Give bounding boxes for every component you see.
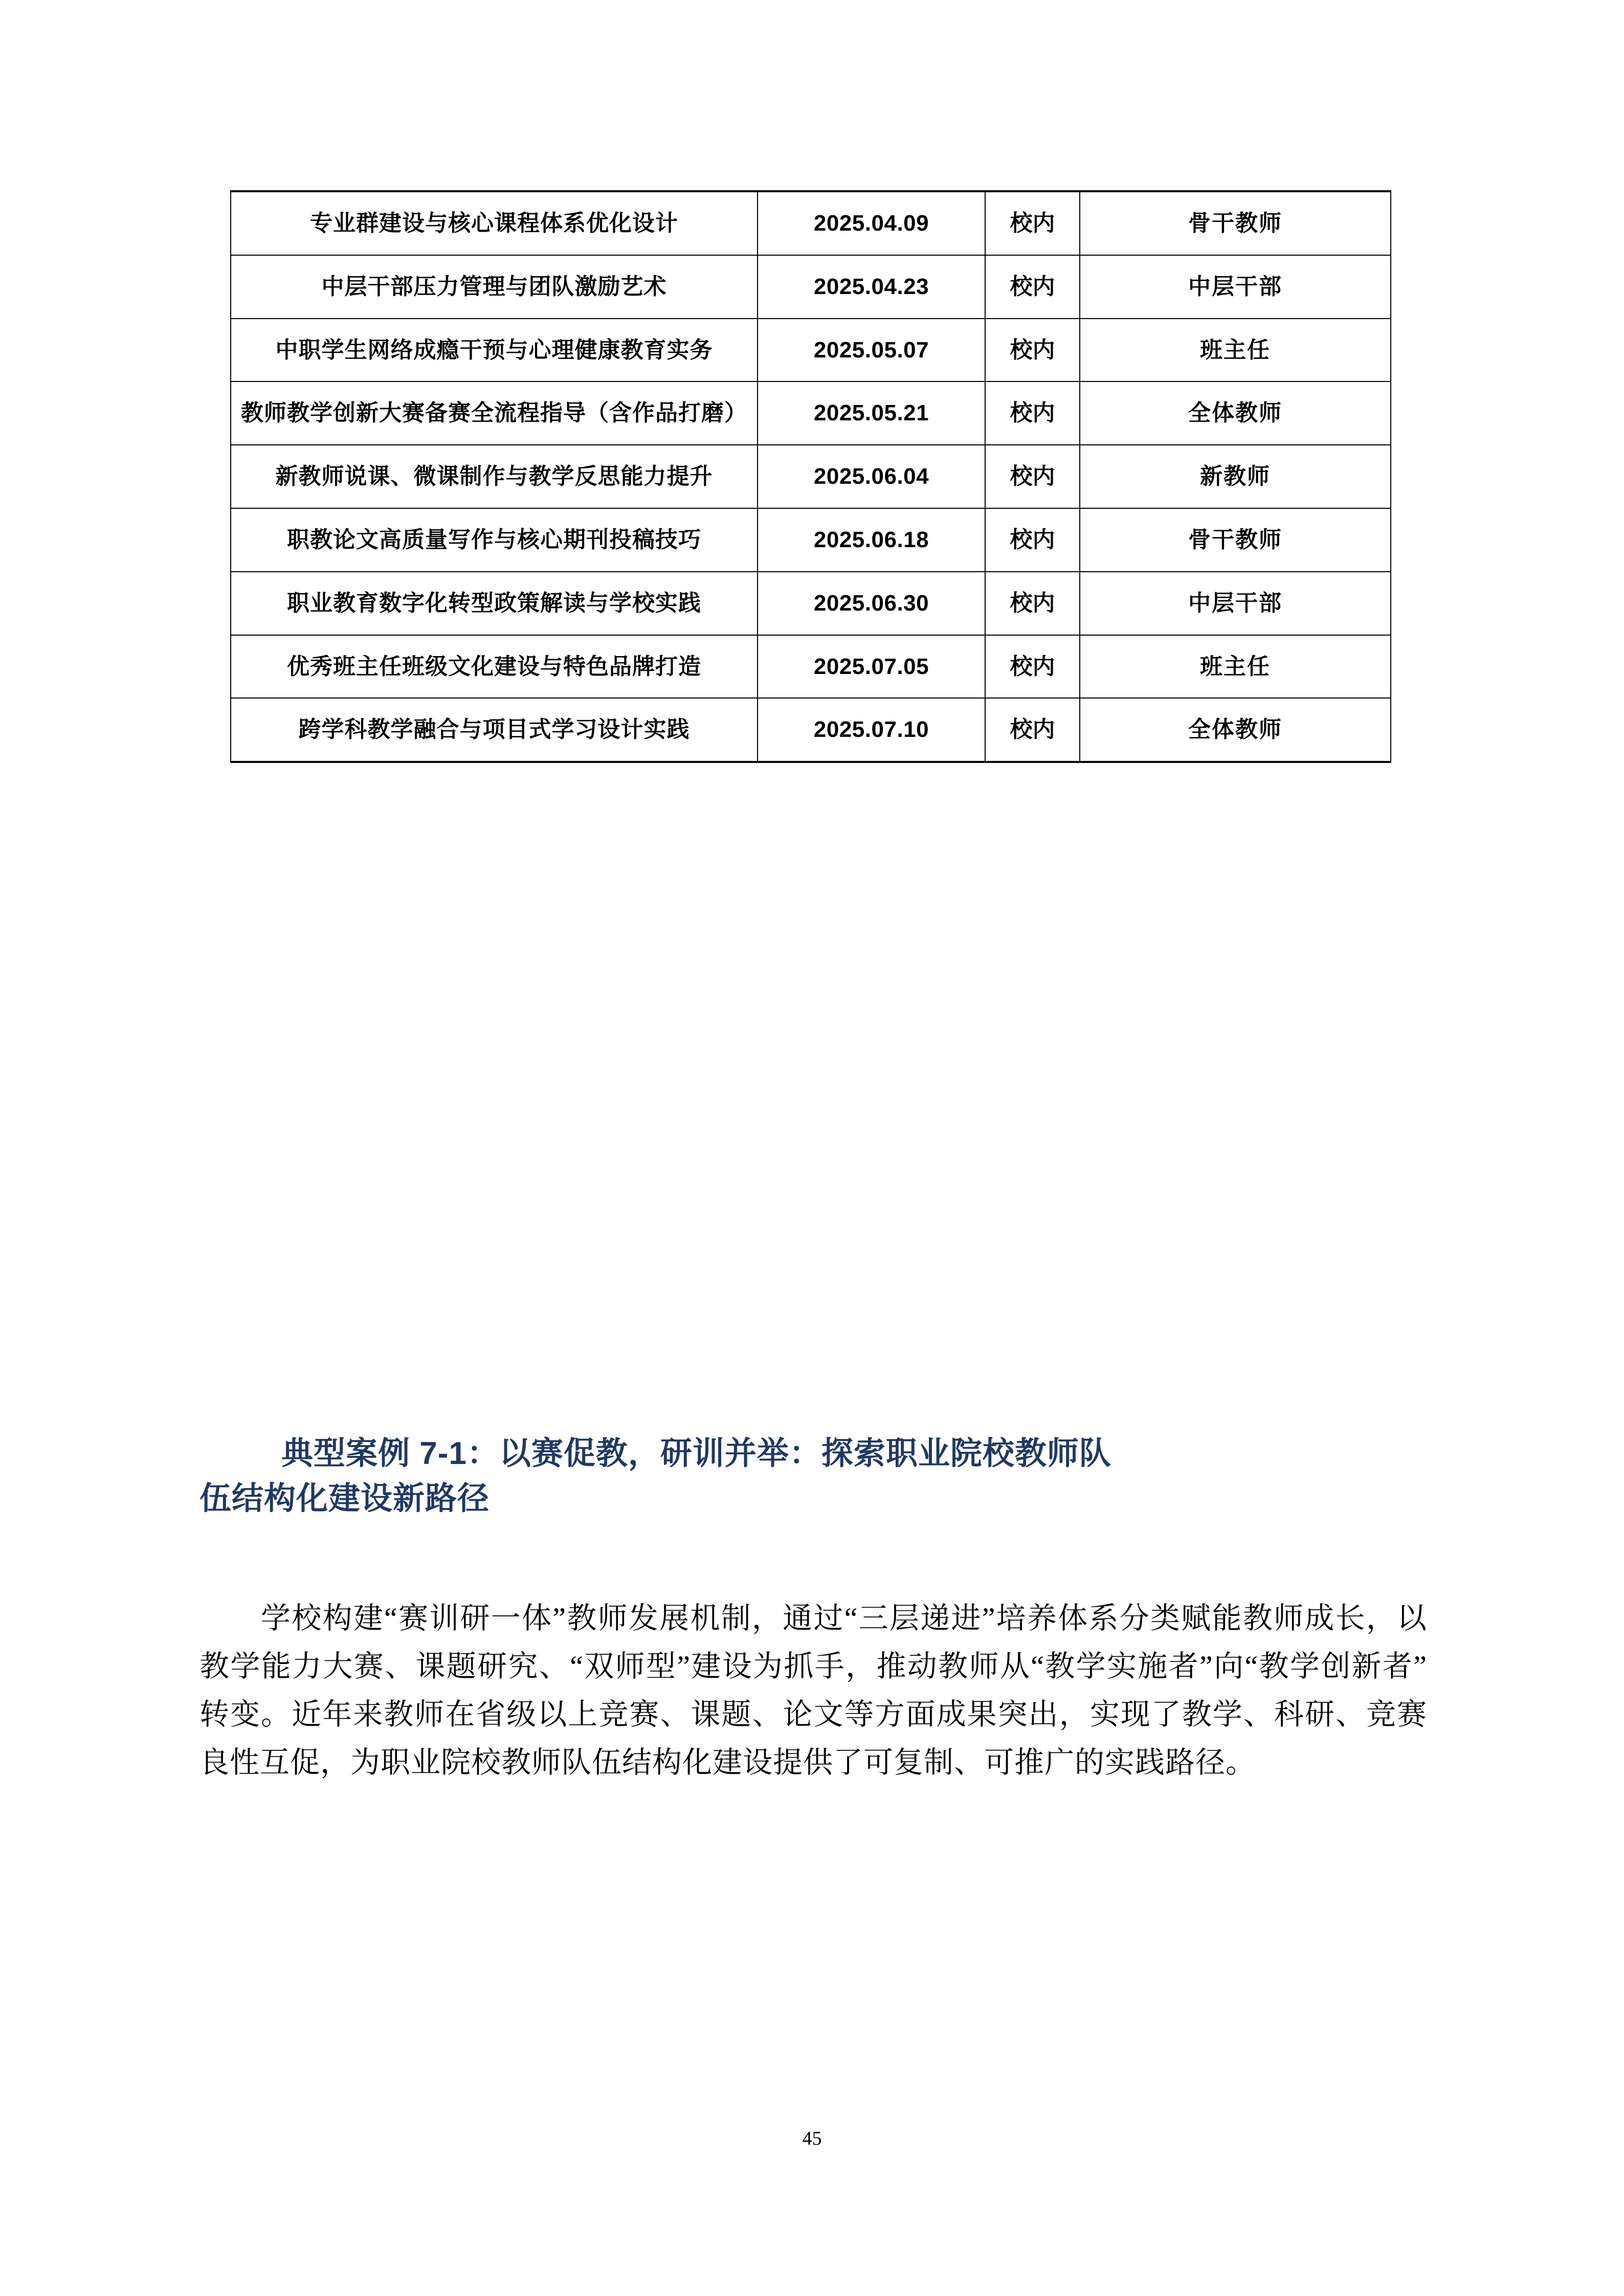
case-heading-line-1: 典型案例 7-1：以赛促教，研训并举：探索职业院校教师队 — [281, 1436, 1111, 1472]
cell-target: 骨干教师 — [1080, 191, 1391, 255]
table-row — [231, 635, 1391, 699]
cell-date: 2025.06.18 — [758, 508, 985, 572]
table-row — [231, 381, 1391, 445]
training-schedule-table-wrapper — [230, 190, 1390, 763]
table-row — [231, 572, 1391, 635]
cell-topic: 专业群建设与核心课程体系优化设计 — [231, 191, 758, 255]
cell-place: 校内 — [985, 255, 1080, 319]
cell-place: 校内 — [985, 381, 1080, 445]
table-row — [231, 319, 1391, 382]
table-row — [231, 255, 1391, 319]
cell-date: 2025.06.04 — [758, 445, 985, 508]
table-row — [231, 698, 1391, 762]
cell-date: 2025.05.07 — [758, 319, 985, 382]
cell-topic: 职教论文高质量写作与核心期刊投稿技巧 — [231, 508, 758, 572]
cell-target: 中层干部 — [1080, 255, 1391, 319]
cell-target: 中层干部 — [1080, 572, 1391, 635]
page-number: 45 — [802, 2128, 822, 2149]
training-schedule-table — [230, 190, 1391, 763]
cell-place: 校内 — [985, 635, 1080, 699]
cell-place: 校内 — [985, 508, 1080, 572]
cell-date: 2025.06.30 — [758, 572, 985, 635]
table-row — [231, 508, 1391, 572]
cell-date: 2025.04.23 — [758, 255, 985, 319]
cell-place: 校内 — [985, 445, 1080, 508]
table-row — [231, 445, 1391, 508]
cell-target: 全体教师 — [1080, 381, 1391, 445]
cell-target: 班主任 — [1080, 635, 1391, 699]
cell-topic: 职业教育数字化转型政策解读与学校实践 — [231, 572, 758, 635]
cell-target: 骨干教师 — [1080, 508, 1391, 572]
case-heading-line-2: 伍结构化建设新路径 — [199, 1481, 490, 1517]
cell-place: 校内 — [985, 319, 1080, 382]
cell-place: 校内 — [985, 572, 1080, 635]
cell-date: 2025.07.05 — [758, 635, 985, 699]
cell-date: 2025.04.09 — [758, 191, 985, 255]
cell-target: 新教师 — [1080, 445, 1391, 508]
table-row — [231, 191, 1391, 255]
cell-date: 2025.05.21 — [758, 381, 985, 445]
cell-place: 校内 — [985, 698, 1080, 762]
cell-place: 校内 — [985, 191, 1080, 255]
cell-target: 全体教师 — [1080, 698, 1391, 762]
cell-topic: 中层干部压力管理与团队激励艺术 — [231, 255, 758, 319]
cell-topic: 教师教学创新大赛备赛全流程指导（含作品打磨） — [231, 381, 758, 445]
cell-date: 2025.07.10 — [758, 698, 985, 762]
case-study-body-paragraph: 学校构建“赛训研一体”教师发展机制，通过“三层递进”培养体系分类赋能教师成长，以教学能力大赛、课题研究、“双师型”建设为抓手，推动教师从“教学实施者”向“教学创新者”转变。近年来教师在省级以上竞赛、课题、论文等方面成果突出，实现了教学、科研、竞赛良性互促，为职业院校教师队伍结构化建设提供了可复制、可推广的实践路径。 — [199, 1602, 1427, 1779]
case-study-heading — [199, 1431, 1427, 1521]
table-body — [231, 191, 1391, 762]
cell-topic: 新教师说课、微课制作与教学反思能力提升 — [231, 445, 758, 508]
cell-topic: 跨学科教学融合与项目式学习设计实践 — [231, 698, 758, 762]
cell-topic: 优秀班主任班级文化建设与特色品牌打造 — [231, 635, 758, 699]
cell-target: 班主任 — [1080, 319, 1391, 382]
cell-topic: 中职学生网络成瘾干预与心理健康教育实务 — [231, 319, 758, 382]
